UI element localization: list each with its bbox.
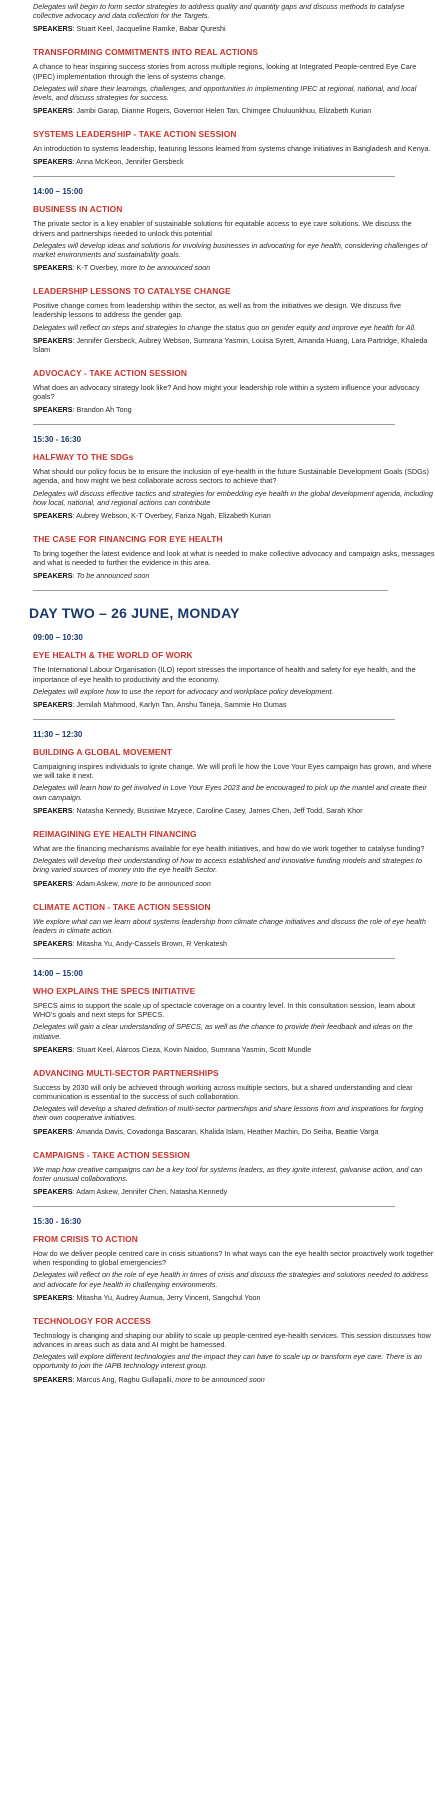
session-description: Positive change comes from leadership within the sector, as well as from the initiatives we design. We discuss five leadership lessons to address the gender gap.: [33, 301, 402, 320]
speakers-names: Adam Askew,: [76, 878, 122, 888]
session-speakers: SPEAKERS: Anna McKeon, Jennifer Gersbeck: [33, 157, 184, 167]
session-title: THE CASE FOR FINANCING FOR EYE HEALTH: [33, 534, 223, 545]
session-speakers: SPEAKERS: Jennifer Gersbeck, Aubrey Webson, Sumrana Yasmin, Louisa Syrett, Amanda Huang, Lara Partridge, Khaleda Islam: [33, 335, 428, 354]
speakers-label: SPEAKERS: [33, 571, 73, 581]
section-divider: [33, 958, 395, 959]
section-divider: [33, 1206, 395, 1207]
time-slot: 15:30 - 16:30: [33, 1216, 82, 1226]
session-description: How do we deliver people centred care in crisis situations? In what ways can the eye health sector proactively work together when responding to global emergencies?: [33, 1248, 434, 1268]
speakers-names: Mitasha Yu, Audrey Aumua, Jerry Vincent, Sangchul Yoon: [76, 1292, 261, 1302]
session-italic: Delegates will develop ideas and solutions for involving businesses in advocating for eye health, considering challenges of market environments and sustainability goals.: [33, 240, 428, 260]
time-slot: 15:30 - 16:30: [33, 435, 82, 445]
session-description: Campaigning inspires individuals to ignite change. We will profi le how the Love Your Eyes campaign has grown, and where we will take it next.: [33, 762, 432, 781]
speakers-names: Natasha Kennedy, Busisiwe Mzyece, Caroline Casey, James Chen, Jeff Todd, Sarah Khor: [76, 805, 363, 815]
session-speakers: SPEAKERS: Jemilah Mahmood, Karlyn Tan, Anshu Taneja, Sammie Ho Dumas: [33, 700, 287, 710]
speakers-names: Amanda Davis, Covadonga Bascaran, Khalida Islam, Heather Machin, Do Seiha, Beattie Varga: [76, 1126, 379, 1136]
session-speakers: SPEAKERS: Adam Askew, more to be announced soon: [33, 878, 211, 888]
speakers-names: Jennifer Gersbeck, Aubrey Webson, Sumrana Yasmin, Louisa Syrett, Amanda Huang, Lara Partridge, Khaleda Islam: [33, 335, 428, 354]
session-speakers: SPEAKERS: Marcus Ang, Raghu Gullapalli, more to be announced soon: [33, 1374, 265, 1384]
session-title: ADVANCING MULTI-SECTOR PARTNERSHIPS: [33, 1067, 219, 1078]
session-italic: Delegates will explore how to use the report for advocacy and workplace policy development.: [33, 686, 334, 696]
session-italic: Delegates will begin to form sector strategies to address quality and quantity gaps and discuss methods to catalyse collective advocacy and data collection for the Targets.: [33, 2, 405, 21]
speakers-names: Stuart Keel, Alarcos Cieza, Kovin Naidoo, Sumrana Yasmin, Scott Mundle: [76, 1044, 312, 1054]
session-leadership-lessons: [33, 286, 435, 354]
session-title: CLIMATE ACTION - TAKE ACTION SESSION: [33, 901, 211, 912]
section-divider: [33, 719, 395, 720]
time-slot: 11:30 – 12:30: [33, 730, 83, 740]
speakers-label: SPEAKERS: [33, 805, 73, 815]
session-title: ADVOCACY - TAKE ACTION SESSION: [33, 367, 188, 378]
speakers-label: SPEAKERS: [33, 878, 73, 888]
session-speakers: SPEAKERS: To be announced soon: [33, 571, 150, 581]
session-italic: Delegates will develop a shared definition of multi-sector partnerships and share lessons from and inspirations for forging their own cooperative initiatives.: [33, 1104, 424, 1123]
session-campaigns: [33, 1150, 435, 1196]
session-title: BUSINESS IN ACTION: [33, 204, 123, 215]
speakers-tba: To be announced soon: [76, 571, 150, 581]
speakers-label: SPEAKERS: [33, 1044, 73, 1054]
speakers-label: SPEAKERS: [33, 106, 73, 116]
speakers-label: SPEAKERS: [33, 938, 73, 948]
speakers-label: SPEAKERS: [33, 24, 73, 34]
session-italic: We explore what can we learn about systems leadership from climate change initiatives and discuss the role of eye health leaders in climate action.: [33, 916, 426, 935]
session-speakers: SPEAKERS: Stuart Keel, Jacqueline Ramke, Babar Qureshi: [33, 24, 226, 34]
session-italic: Delegates will reflect on steps and strategies to change the status quo on gender equity and improve eye health for All.: [33, 322, 417, 332]
time-slot: 14:00 – 15:00: [33, 968, 83, 978]
session-advocacy: [33, 368, 435, 414]
session-italic: Delegates will reflect on the role of eye health in times of crisis and discuss the strategies and solutions needed to address and advocate for eye health in challenging environments.: [33, 1270, 429, 1289]
speakers-names: K-T Overbey,: [76, 263, 121, 273]
section-divider: [33, 176, 395, 177]
session-speakers: SPEAKERS: Stuart Keel, Alarcos Cieza, Kovin Naidoo, Sumrana Yasmin, Scott Mundle: [33, 1044, 312, 1054]
speakers-tba: more to be announced soon: [121, 878, 211, 888]
session-description: Technology is changing and shaping our ability to scale up people-centred eye-health services. This session discusses how advances in areas such as data and AI might be harnessed.: [33, 1330, 431, 1349]
session-italic: Delegates will learn how to get involved in Love Your Eyes 2023 and be encouraged to pick up the mantel and create their own campaign.: [33, 783, 427, 802]
speakers-names: Anna McKeon, Jennifer Gersbeck: [76, 157, 184, 167]
session-speakers: SPEAKERS: Jambi Garap, Dianne Rogers, Governor Helen Tan, Chimgee Chuluunkhuu, Elizabeth Kurian: [33, 106, 372, 116]
session-title: BUILDING A GLOBAL MOVEMENT: [33, 747, 173, 758]
speakers-label: SPEAKERS: [33, 1292, 73, 1302]
session-title: TECHNOLOGY FOR ACCESS: [33, 1315, 151, 1326]
speakers-tba: more to be announced soon: [120, 263, 211, 273]
session-title: EYE HEALTH & THE WORLD OF WORK: [33, 650, 193, 661]
session-speakers: SPEAKERS: Amanda Davis, Covadonga Bascaran, Khalida Islam, Heather Machin, Do Seiha, Beattie Varga: [33, 1126, 379, 1136]
session-title: REIMAGINING EYE HEALTH FINANCING: [33, 828, 197, 839]
section-divider: [33, 424, 395, 425]
session-speakers: SPEAKERS: Mitasha Yu, Andy-Cassels Brown, R Venkatesh: [33, 938, 228, 948]
speakers-names: Adam Askew, Jennifer Chen, Natasha Kennedy: [76, 1186, 228, 1196]
session-global-movement: [33, 747, 435, 815]
session-speakers: SPEAKERS: Aubrey Webson, K-T Overbey, Fariza Ngah, Elizabeth Kurian: [33, 511, 271, 521]
agenda-page: [0, 2, 435, 1384]
session-specs-initiative: [33, 986, 435, 1054]
session-crisis-to-action: [33, 1234, 435, 1302]
session-description: The International Labour Organisation (ILO) report stresses the importance of health and safety for eye health, and the importance of eye health to productivity and the economy.: [33, 665, 416, 684]
session-italic: Delegates will share their learnings, challenges, and opportunities in implementing IPEC at regional, national, and local levels, and discuss strategies for success.: [33, 83, 417, 103]
session-climate-action: [33, 902, 435, 948]
session-title: LEADERSHIP LESSONS TO CATALYSE CHANGE: [33, 286, 231, 297]
session-intro-continued: [33, 2, 435, 33]
session-speakers: SPEAKERS: Natasha Kennedy, Busisiwe Mzyece, Caroline Casey, James Chen, Jeff Todd, Sarah Khor: [33, 805, 363, 815]
session-title: TRANSFORMING COMMITMENTS INTO REAL ACTIONS: [33, 47, 259, 58]
session-title: FROM CRISIS TO ACTION: [33, 1233, 138, 1244]
speakers-names: Aubrey Webson, K-T Overbey, Fariza Ngah, Elizabeth Kurian: [76, 511, 271, 521]
speakers-label: SPEAKERS: [33, 1126, 73, 1136]
time-slot: 09:00 – 10:30: [33, 633, 83, 643]
session-description: What does an advocacy strategy look like? And how might your leadership role within a system influence your advocacy goals?: [33, 382, 420, 402]
speakers-names: Marcus Ang, Raghu Gullapalli,: [76, 1374, 176, 1384]
session-technology-access: [33, 1316, 435, 1384]
session-italic: Delegates will develop their understanding of how to access established and innovative funding models and strategies to bring varied sources of money into the eye health Sector.: [33, 856, 423, 875]
speakers-names: Stuart Keel, Jacqueline Ramke, Babar Qureshi: [76, 24, 226, 34]
speakers-label: SPEAKERS: [33, 1374, 73, 1384]
speakers-label: SPEAKERS: [33, 511, 73, 521]
session-world-of-work: [33, 650, 435, 709]
session-description: To bring together the latest evidence and look at what is needed to make collective advocacy and campaign asks, messages and what is needed to further the evidence in this area.: [33, 549, 435, 568]
session-italic: Delegates will discuss effective tactics and strategies for embedding eye health in the global development agenda, including how local, national, and regional actions can contribute: [33, 488, 433, 507]
speakers-names: Jemilah Mahmood, Karlyn Tan, Anshu Taneja, Sammie Ho Dumas: [76, 700, 287, 710]
session-reimagining-financing: [33, 829, 435, 888]
session-title: SYSTEMS LEADERSHIP - TAKE ACTION SESSION: [33, 129, 237, 140]
session-description: A chance to hear inspiring success stories from across multiple regions, looking at Integrated People-centred Eye Care (IPEC) implementation through the lens of systems change.: [33, 62, 417, 81]
session-speakers: SPEAKERS: Brandon Ah Tong: [33, 405, 132, 415]
speakers-label: SPEAKERS: [33, 1186, 73, 1196]
speakers-names: Jambi Garap, Dianne Rogers, Governor Helen Tan, Chimgee Chuluunkhuu, Elizabeth Kurian: [76, 106, 372, 116]
session-speakers: SPEAKERS: K-T Overbey, more to be announced soon: [33, 263, 211, 273]
session-italic: Delegates will gain a clear understanding of SPECS, as well as the chance to provide their feedback and ideas on the initiative.: [33, 1022, 413, 1041]
session-speakers: SPEAKERS: Mitasha Yu, Audrey Aumua, Jerry Vincent, Sangchul Yoon: [33, 1292, 261, 1302]
session-multi-sector: [33, 1068, 435, 1136]
section-divider: [33, 590, 388, 591]
session-case-for-financing: [33, 534, 435, 580]
session-halfway-sdgs: [33, 452, 435, 520]
session-title: WHO EXPLAINS THE SPECS INITIATIVE: [33, 985, 196, 996]
session-description: The private sector is a key enabler of sustainable solutions for equitable access to eye care solutions. We discuss the drivers and partnerships needed to unlock this potential: [33, 219, 412, 238]
speakers-label: SPEAKERS: [33, 157, 73, 167]
speakers-label: SPEAKERS: [33, 700, 73, 710]
session-italic: Delegates will explore different technologies and the impact they can have to scale up or transform eye care. There is an opportunity to join the IAPB technology interest group.: [33, 1352, 422, 1371]
session-description: An introduction to systems leadership, featuring lessons learned from systems change initiatives in Bangladesh and Kenya.: [33, 144, 431, 154]
day-heading: DAY TWO – 26 JUNE, MONDAY: [29, 605, 240, 622]
session-systems-leadership: [33, 129, 435, 166]
session-title: CAMPAIGNS - TAKE ACTION SESSION: [33, 1149, 190, 1160]
speakers-label: SPEAKERS: [33, 405, 73, 415]
session-title: HALFWAY TO THE SDGs: [33, 452, 134, 463]
speakers-names: Mitasha Yu, Andy-Cassels Brown, R Venkatesh: [76, 938, 228, 948]
time-slot: 14:00 – 15:00: [33, 187, 83, 197]
session-description: Success by 2030 will only be achieved through working across multiple sectors, but a shared understanding and clear communication is essential to the success of such collaboration.: [33, 1082, 413, 1101]
speakers-label: SPEAKERS: [33, 263, 73, 273]
session-speakers: SPEAKERS: Adam Askew, Jennifer Chen, Natasha Kennedy: [33, 1186, 228, 1196]
session-italic: We map how creative campaigns can be a key tool for systems leaders, as they ignite interest, galvanise action, and can foster unusual collaborations.: [33, 1164, 423, 1183]
session-description: What are the financing mechanisms available for eye health initiatives, and how do we work together to catalyse funding?: [33, 843, 425, 853]
speakers-names: Brandon Ah Tong: [76, 405, 132, 415]
speakers-tba: more to be announced soon: [175, 1374, 265, 1384]
session-description: SPECS aims to support the scale up of spectacle coverage on a country level. In this consultation session, learn about WHO’s goals and next steps for SPECS.: [33, 1000, 416, 1020]
session-description: What should our policy focus be to ensure the inclusion of eye-health in the future Sustainable Development Goals (SDGs) agenda, and how might we best collaborate across sectors to achieve that?: [33, 467, 429, 486]
speakers-label: SPEAKERS: [33, 335, 73, 345]
session-transforming-commitments: [33, 47, 435, 115]
session-business-in-action: [33, 204, 435, 272]
